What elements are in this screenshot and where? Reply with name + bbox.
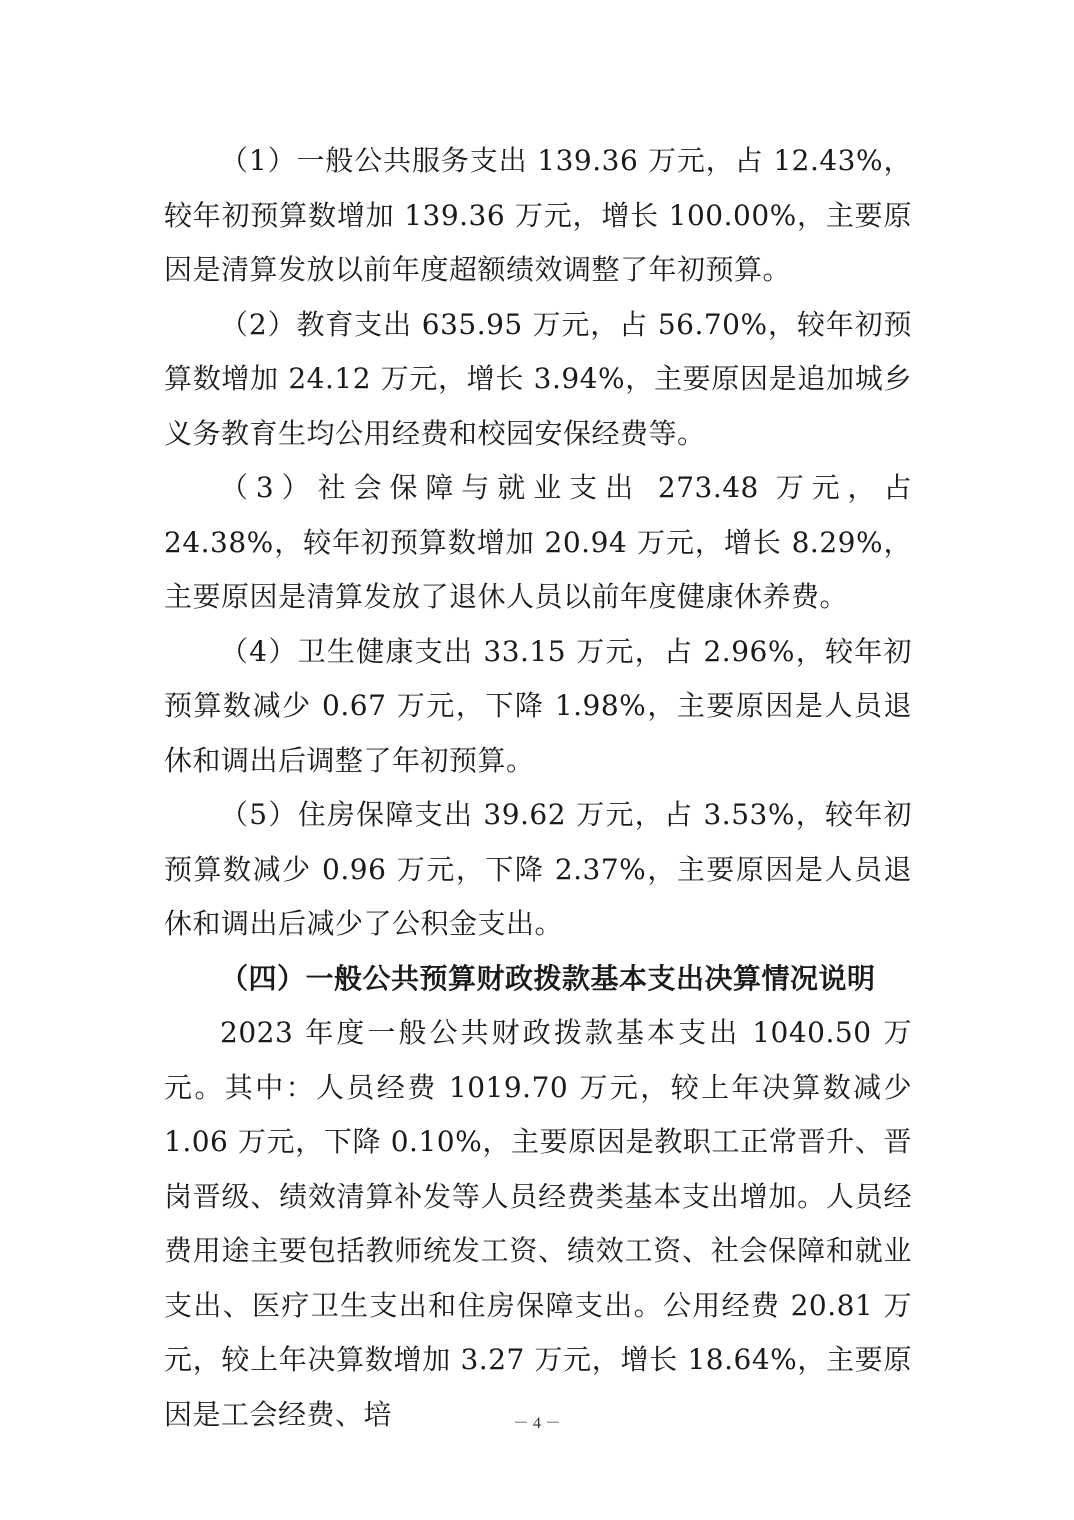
section-body: 2023 年度一般公共财政拨款基本支出 1040.50 万元。其中：人员经费 1019.70 万元，较上年决算数减少 1.06 万元，下降 0.10%，主要原因是教职工正常晋升、晋岗晋级、绩效清算补发等人员经费类基本支出增加。人员经费用途主要包括教师统发工资、绩效工资、社会保障和就业支出、医疗卫生支出和住房保障支出。公用经费 20.81 万元，较上年决算数增加 3.27 万元，增长 18.64%，主要原因是工会经费、培 xyxy=(164,1016,912,1431)
page-number: － 4 － xyxy=(512,1415,561,1432)
paragraph-health: （4）卫生健康支出 33.15 万元，占 2.96%，较年初预算数减少 0.67 万元，下降 1.98%，主要原因是人员退休和调出后调整了年初预算。 xyxy=(164,634,912,777)
paragraph-education: （2）教育支出 635.95 万元，占 56.70%，较年初预算数增加 24.12 万元，增长 3.94%，主要原因是追加城乡义务教育生均公用经费和校园安保经费等。 xyxy=(164,307,912,450)
paragraph-social-security: （3）社会保障与就业支出 273.48 万元，占 24.38%，较年初预算数增加 20.94 万元，增长 8.29%，主要原因是清算发放了退休人员以前年度健康休养费。 xyxy=(164,471,912,613)
paragraph-general-public-services: （1）一般公共服务支出 139.36 万元，占 12.43%，较年初预算数增加 139.36 万元，增长 100.00%，主要原因是清算发放以前年度超额绩效调整了年初预算。 xyxy=(164,144,912,286)
document-page xyxy=(164,134,912,1442)
paragraph-housing: （5）住房保障支出 39.62 万元，占 3.53%，较年初预算数减少 0.96 万元，下降 2.37%，主要原因是人员退休和调出后减少了公积金支出。 xyxy=(164,798,912,940)
section-heading: （四）一般公共预算财政拨款基本支出决算情况说明 xyxy=(220,961,876,995)
